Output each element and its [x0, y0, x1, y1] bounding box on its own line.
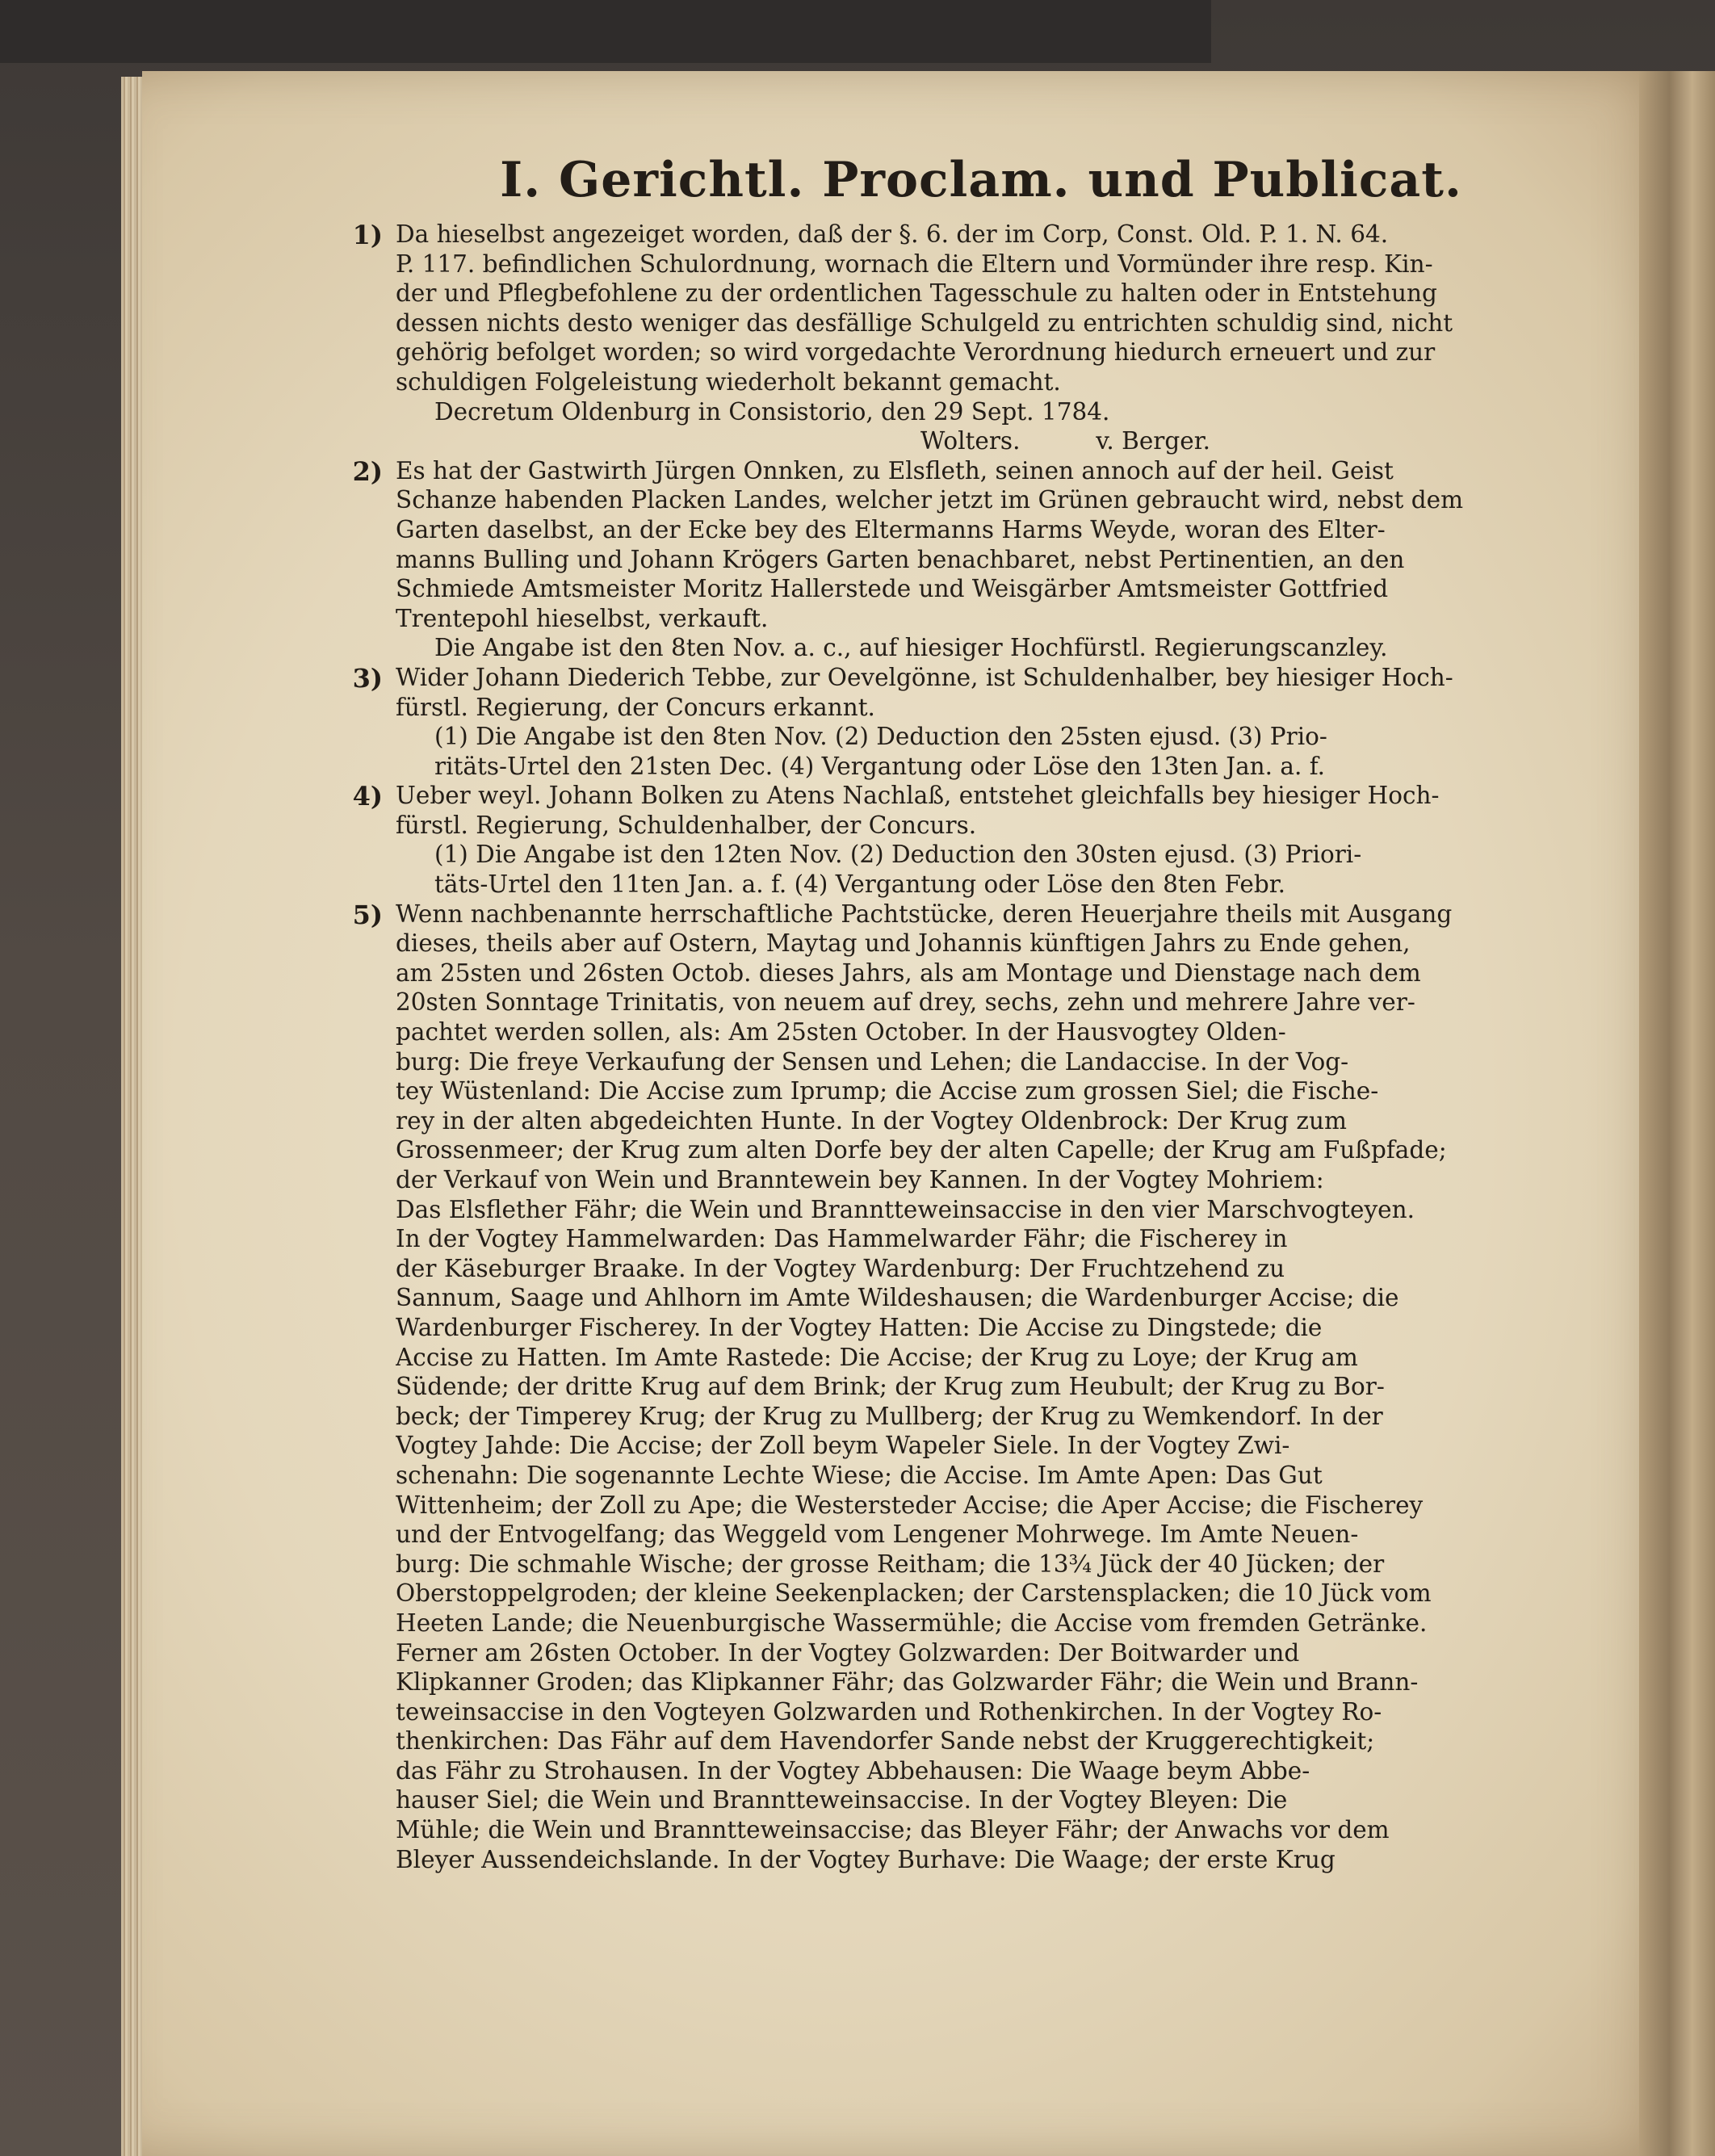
entry-detail-line: Decretum Oldenburg in Consistorio, den 29 Sept. 1784. [434, 397, 1110, 426]
entry-text-line: der und Pflegbefohlene zu der ordentlichen Tagesschule zu halten oder in Entstehung [396, 279, 1437, 308]
entry-text-line: Ferner am 26sten October. In der Vogtey Golzwarden: Der Boitwarder und [396, 1638, 1300, 1667]
entry-detail-line: ritäts-Urtel den 21sten Dec. (4) Vergantung oder Löse den 13ten Jan. a. f. [434, 752, 1326, 780]
entry-number: 4) [352, 781, 383, 812]
proclamation-entry [352, 662, 1566, 781]
entry-text-line: beck; der Timperey Krug; der Krug zu Mullberg; der Krug zu Wemkendorf. In der [396, 1402, 1383, 1430]
entry-detail-line: (1) Die Angabe ist den 12ten Nov. (2) Deduction den 30sten ejusd. (3) Priori- [434, 841, 1362, 869]
entry-text-line: Wider Johann Diederich Tebbe, zur Oevelgönne, ist Schuldenhalber, bey hiesiger Hoch- [396, 663, 1453, 691]
entry-text-line: tey Wüstenland: Die Accise zum Iprump; die Accise zum grossen Siel; die Fische- [396, 1077, 1379, 1105]
entry-text-line: Garten daselbst, an der Ecke bey des Eltermanns Harms Weyde, woran des Elter- [396, 515, 1386, 543]
entry-text-line: das Fähr zu Strohausen. In der Vogtey Abbehausen: Die Waage beym Abbe- [396, 1756, 1310, 1785]
entry-number: 2) [352, 455, 383, 487]
entry-text-line: am 25sten und 26sten Octob. dieses Jahrs, als am Montage und Dienstage nach dem [396, 958, 1421, 987]
entry-text-line: Da hieselbst angezeiget worden, daß der §. 6. der im Corp, Const. Old. P. 1. N. 64. [396, 220, 1389, 248]
entry-text-line: Ueber weyl. Johann Bolken zu Atens Nachlaß, entstehet gleichfalls bey hiesiger Hoch- [396, 782, 1440, 810]
entry-text-line: Schmiede Amtsmeister Moritz Hallerstede und Weisgärber Amtsmeister Gottfried [396, 575, 1389, 603]
entry-text-line: der Käseburger Braake. In der Vogtey Wardenburg: Der Fruchtzehend zu [396, 1254, 1285, 1282]
page-content [352, 152, 1566, 1874]
entry-text-line: teweinsaccise in den Vogteyen Golzwarden und Rothenkirchen. In der Vogtey Ro- [396, 1697, 1382, 1726]
entry-text-line: burg: Die freye Verkaufung der Sensen und Lehen; die Landaccise. In der Vog- [396, 1047, 1349, 1076]
proclamation-entry [352, 781, 1566, 899]
entry-text-line: fürstl. Regierung, Schuldenhalber, der Concurs. [396, 811, 977, 839]
entry-text-line: thenkirchen: Das Fähr auf dem Havendorfer Sande nebst der Kruggerechtigkeit; [396, 1727, 1375, 1755]
entry-text-line: gehörig befolget worden; so wird vorgedachte Verordnung hiedurch erneuert und zur [396, 338, 1436, 367]
entry-text-line: Es hat der Gastwirth Jürgen Onnken, zu Elsfleth, seinen annoch auf der heil. Geist [396, 456, 1394, 484]
page-title: I. Gerichtl. Proclam. und Publicat. [500, 152, 1462, 208]
scan-board [0, 0, 1211, 63]
entry-text-line: Accise zu Hatten. Im Amte Rastede: Die Accise; der Krug zu Loye; der Krug am [396, 1343, 1358, 1371]
entry-text-line: In der Vogtey Hammelwarden: Das Hammelwarder Fähr; die Fischerey in [396, 1225, 1288, 1253]
entry-text-line: burg: Die schmahle Wische; der grosse Reitham; die 13¾ Jück der 40 Jücken; der [396, 1550, 1385, 1578]
entry-text-line: Schanze habenden Placken Landes, welcher jetzt im Grünen gebraucht wird, nebst dem [396, 486, 1464, 514]
entry-text-line: Oberstoppelgroden; der kleine Seekenplacken; der Carstensplacken; die 10 Jück vom [396, 1579, 1432, 1608]
proclamation-entry [352, 220, 1566, 456]
entry-text-line: der Verkauf von Wein und Branntewein bey Kannen. In der Vogtey Mohriem: [396, 1166, 1324, 1193]
entry-number: 5) [352, 899, 383, 930]
entry-text-line: Heeten Lande; die Neuenburgische Wassermühle; die Accise vom fremden Getränke. [396, 1609, 1428, 1637]
entry-detail-line: täts-Urtel den 11ten Jan. a. f. (4) Vergantung oder Löse den 8ten Febr. [434, 870, 1285, 899]
entry-text-line: manns Bulling und Johann Krögers Garten benachbaret, nebst Pertinentien, an den [396, 545, 1405, 573]
entry-text-line: dessen nichts desto weniger das desfällige Schulgeld zu entrichten schuldig sind, nicht [396, 308, 1453, 337]
entry-text-line: Das Elsflether Fähr; die Wein und Branntteweinsaccise in den vier Marschvogteyen. [396, 1195, 1415, 1223]
proclamation-entry [352, 455, 1566, 663]
entry-text-line: rey in der alten abgedeichten Hunte. In der Vogtey Oldenbrock: Der Krug zum [396, 1106, 1347, 1135]
entry-signature: Wolters. v. Berger. [920, 427, 1210, 455]
entry-text-line: hauser Siel; die Wein und Branntteweinsaccise. In der Vogtey Bleyen: Die [396, 1786, 1288, 1814]
entry-text-line: pachtet werden sollen, als: Am 25sten October. In der Hausvogtey Olden- [396, 1018, 1286, 1047]
entry-text-line: Südende; der dritte Krug auf dem Brink; der Krug zum Heubult; der Krug zu Bor- [396, 1373, 1385, 1401]
entry-detail-line: (1) Die Angabe ist den 8ten Nov. (2) Deduction den 25sten ejusd. (3) Prio- [434, 723, 1327, 751]
entry-text-line: Wittenheim; der Zoll zu Ape; die Westersteder Accise; die Aper Accise; die Fischerey [396, 1491, 1424, 1519]
entry-number: 3) [352, 662, 383, 694]
entry-text-line: P. 117. befindlichen Schulordnung, wornach die Eltern und Vormünder ihre resp. Kin- [396, 250, 1433, 278]
entry-text-line: Sannum, Saage und Ahlhorn im Amte Wildeshausen; die Wardenburger Accise; die [396, 1284, 1399, 1312]
entry-detail-line: Die Angabe ist den 8ten Nov. a. c., auf hiesiger Hochfürstl. Regierungscanzley. [434, 634, 1388, 662]
entry-text-line: Mühle; die Wein und Branntteweinsaccise; das Bleyer Fähr; der Anwachs vor dem [396, 1816, 1390, 1844]
entry-text-line: Bleyer Aussendeichslande. In der Vogtey Burhave: Die Waage; der erste Krug [396, 1845, 1336, 1873]
entry-text-line: Vogtey Jahde: Die Accise; der Zoll beym Wapeler Siele. In der Vogtey Zwi- [396, 1432, 1290, 1460]
entry-number: 1) [352, 220, 383, 250]
entry-text-line: Wardenburger Fischerey. In der Vogtey Hatten: Die Accise zu Dingstede; die [396, 1313, 1323, 1341]
book-gutter [1639, 71, 1715, 2156]
entry-text-line: fürstl. Regierung, der Concurs erkannt. [396, 693, 875, 721]
entry-text-line: schenahn: Die sogenannte Lechte Wiese; die Accise. Im Amte Apen: Das Gut [396, 1461, 1323, 1489]
entry-text-line: dieses, theils aber auf Ostern, Maytag und Johannis künftigen Jahrs zu Ende gehen, [396, 929, 1411, 958]
entries-list [352, 220, 1566, 1874]
entry-text-line: Wenn nachbenannte herrschaftliche Pachtstücke, deren Heuerjahre theils mit Ausgang [396, 900, 1453, 928]
entry-text-line: Grossenmeer; der Krug zum alten Dorfe bey der alten Capelle; der Krug am Fußpfade; [396, 1136, 1447, 1164]
entry-text-line: und der Entvogelfang; das Weggeld vom Lengener Mohrwege. Im Amte Neuen- [396, 1521, 1359, 1549]
entry-text-line: 20sten Sonntage Trinitatis, von neuem auf drey, sechs, zehn und mehrere Jahre ver- [396, 988, 1415, 1017]
entry-text-line: schuldigen Folgeleistung wiederholt bekannt gemacht. [396, 367, 1061, 396]
entry-text-line: Klipkanner Groden; das Klipkanner Fähr; das Golzwarder Fähr; die Wein und Brann- [396, 1668, 1419, 1697]
entry-text-line: Trentepohl hieselbst, verkauft. [396, 604, 769, 632]
proclamation-entry [352, 899, 1566, 1875]
